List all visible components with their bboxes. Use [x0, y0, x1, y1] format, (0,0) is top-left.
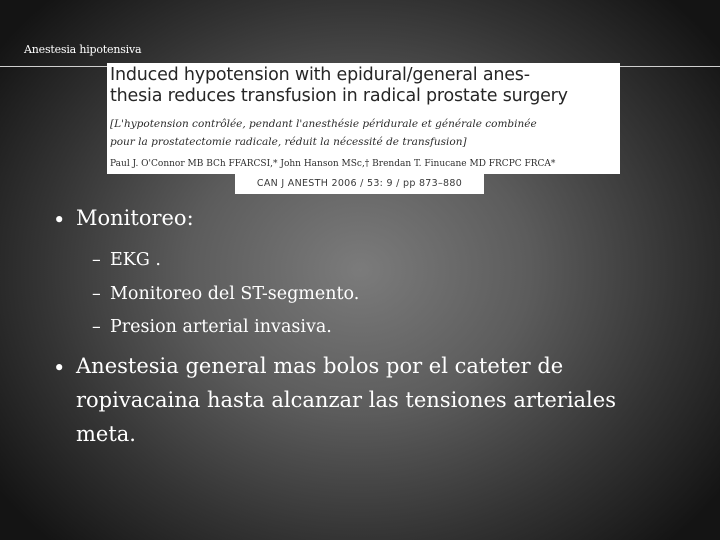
bullet-anestesia-line-3: meta.: [76, 422, 136, 446]
citation-title-line-2: thesia reduces transfusion in radical prostate surgery: [110, 86, 568, 106]
sub-item-ekg: EKG .: [110, 250, 161, 270]
bullet-anestesia-line-1: Anestesia general mas bolos por el cateter de: [76, 354, 564, 378]
citation-journal-reference: CAN J ANESTH 2006 / 53: 9 / pp 873–880: [235, 174, 484, 194]
sub-item-st-segment: Monitoreo del ST-segmento.: [110, 284, 360, 304]
dash-marker: –: [92, 284, 101, 304]
citation-french-line-2: pour la prostatectomie radicale, réduit la nécessité de transfusion]: [110, 136, 467, 148]
dash-marker: –: [92, 250, 101, 270]
citation-title: [110, 65, 568, 107]
sub-item-presion-arterial: Presion arterial invasiva.: [110, 317, 332, 337]
bullet-monitoreo: Monitoreo:: [76, 206, 194, 230]
bullet-marker: •: [53, 356, 66, 380]
citation-french-line-1: [L'hypotension contrôlée, pendant l'anesthésie péridurale et générale combinée: [110, 118, 537, 130]
bullet-anestesia-line-2: ropivacaina hasta alcanzar las tensiones arteriales: [76, 388, 616, 412]
citation-authors: Paul J. O'Connor MB BCh FFARCSI,* John Hanson MSc,† Brendan T. Finucane MD FRCPC FRCA*: [110, 159, 556, 169]
bullet-marker: •: [53, 208, 66, 232]
citation-french-title: [110, 115, 537, 151]
dash-marker: –: [92, 317, 101, 337]
slide-header-title: Anestesia hipotensiva: [24, 43, 142, 56]
article-citation-image: [107, 63, 620, 174]
citation-title-line-1: Induced hypotension with epidural/general anes-: [110, 65, 530, 85]
